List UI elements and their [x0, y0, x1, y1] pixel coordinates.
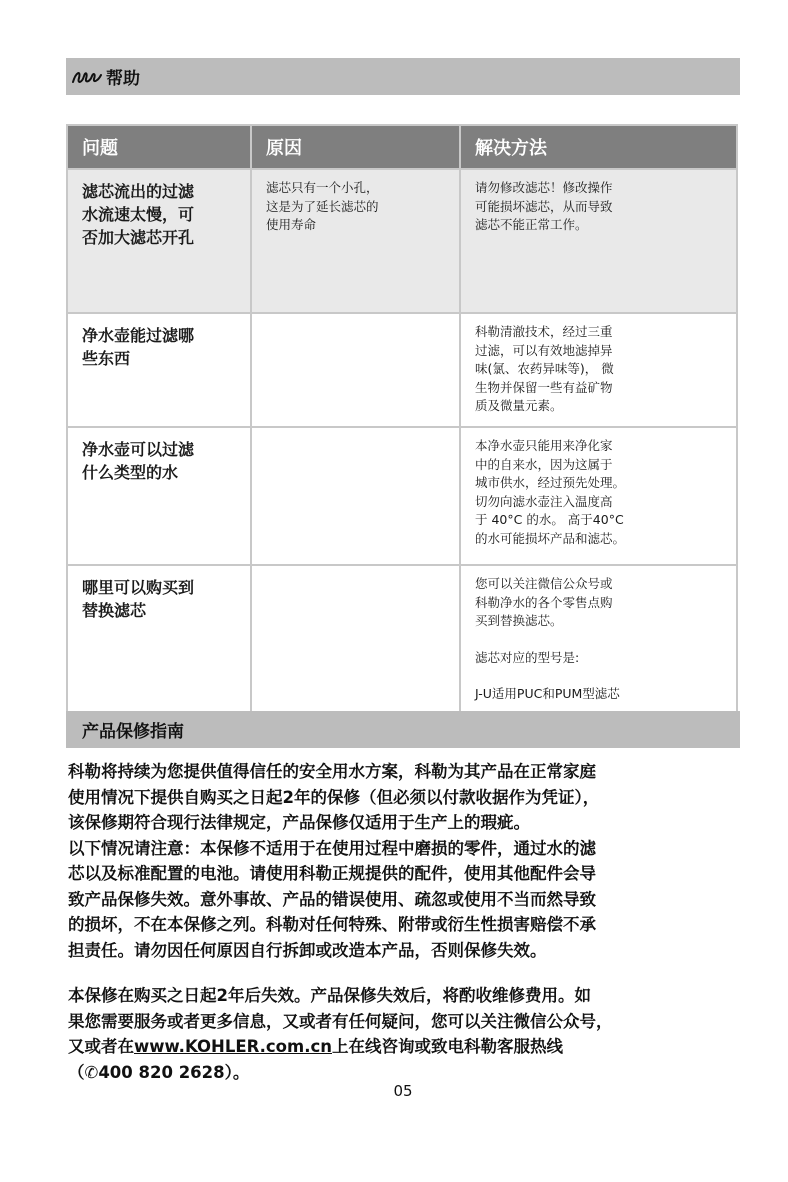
header-cause: 原因 [251, 125, 460, 169]
faq-solution: 本净水壶只能用来净化家 中的自来水，因为这属于 城市供水，经过预先处理。 切勿向滤水壶注入温度高 于 40°C 的水。 高于40°C 的水可能损坏产品和滤芯。 [460, 427, 737, 565]
warranty-line: 的损坏，不在本保修之列。科勒对任何特殊、附带或衍生性损害赔偿不承 [68, 915, 596, 934]
warranty-line: 科勒将持续为您提供值得信任的安全用水方案，科勒为其产品在正常家庭 [68, 762, 596, 781]
warranty-title: 产品保修指南 [82, 722, 184, 742]
faq-row [67, 313, 737, 427]
help-section-header [66, 58, 740, 95]
faq-solution: 请勿修改滤芯！修改操作 可能损坏滤芯，从而导致 滤芯不能正常工作。 [460, 169, 737, 313]
warranty-line: 芯以及标准配置的电池。请使用科勒正规提供的配件，使用其他配件会导 [68, 864, 596, 883]
faq-solution: 科勒清澈技术，经过三重 过滤，可以有效地滤掉异 味(氯、农药异味等)， 微 生物并保留一些有益矿物 质及微量元素。 [460, 313, 737, 427]
faq-row [67, 565, 737, 729]
warranty-line: 该保修期符合现行法律规定，产品保修仅适用于生产上的瑕疵。 [68, 813, 530, 832]
warranty-line: 本保修在购买之日起2年后失效。产品保修失效后，将酌收维修费用。如 [68, 986, 591, 1005]
faq-cause: 滤芯只有一个小孔， 这是为了延长滤芯的 使用寿命 [251, 169, 460, 313]
warranty-line: 担责任。请勿因任何原因自行拆卸或改造本产品，否则保修失效。 [68, 940, 547, 960]
warranty-line: 使用情况下提供自购买之日起2年的保修（但必须以付款收据作为凭证）， [68, 787, 600, 807]
warranty-line: 致产品保修失效。意外事故、产品的错误使用、疏忽或使用不当而然导致 [68, 889, 596, 909]
faq-question: 滤芯流出的过滤 水流速太慢，可 否加大滤芯开孔 [67, 169, 251, 313]
warranty-line: 果您需要服务或者更多信息，又或者有任何疑问，您可以关注微信公众号， [68, 1011, 613, 1031]
faq-row [67, 169, 737, 313]
faq-header-row [67, 125, 737, 169]
faq-question: 哪里可以购买到 替换滤芯 [67, 565, 251, 729]
header-solution: 解决方法 [460, 125, 737, 169]
page-number: 05 [393, 1082, 413, 1100]
faq-cause [251, 565, 460, 729]
faq-cause [251, 427, 460, 565]
warranty-text [68, 759, 748, 1085]
faq-question: 净水壶可以过滤 什么类型的水 [67, 427, 251, 565]
warranty-line: 以下情况请注意：本保修不适用于在使用过程中磨损的零件，通过水的滤 [68, 838, 596, 858]
faq-solution: 您可以关注微信公众号或 科勒净水的各个零售点购 买到替换滤芯。 滤芯对应的型号是: J-U适用PUC和PUM型滤芯 [460, 565, 737, 729]
handwriting-scribble-icon [72, 69, 102, 85]
hotline-number: （✆400 820 2628）。 [68, 1062, 250, 1082]
faq-table [66, 124, 738, 730]
header-question: 问题 [67, 125, 251, 169]
faq-cause [251, 313, 460, 427]
faq-row [67, 427, 737, 565]
warranty-link-line: 又或者在www.KOHLER.com.cn上在线咨询或致电科勒客服热线 [68, 1037, 563, 1056]
faq-question: 净水壶能过滤哪 些东西 [67, 313, 251, 427]
kohler-website-link[interactable]: www.KOHLER.com.cn [134, 1037, 332, 1056]
help-title: 帮助 [106, 69, 140, 89]
warranty-section-header [66, 711, 740, 748]
